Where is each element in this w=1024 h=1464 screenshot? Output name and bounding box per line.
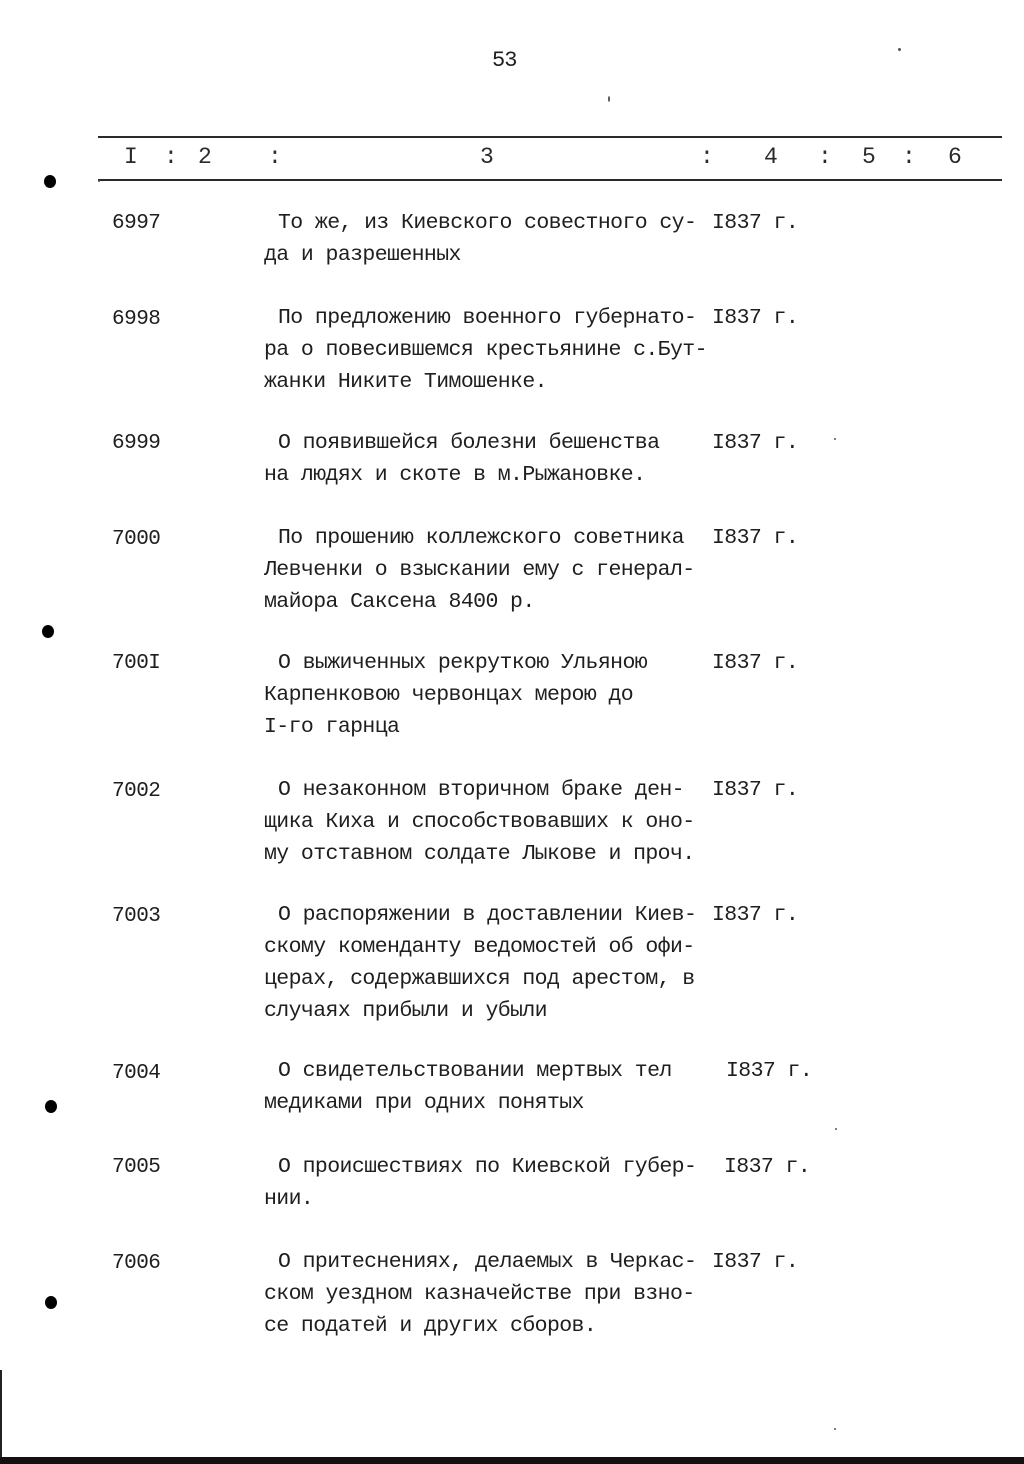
entry-description-line: да и разрешенных: [264, 243, 461, 267]
entry-number: 700I: [112, 652, 161, 675]
entry-description-line: ра о повесившемся крестьянине с.Бут-: [264, 338, 707, 362]
scan-speck: [835, 1128, 837, 1130]
entry-description-line: щика Киха и способствовавших к оно-: [264, 810, 695, 834]
entry-description-line: майора Саксена 8400 р.: [264, 590, 535, 614]
scan-speck: [898, 48, 901, 51]
header-bottom-rule: [98, 179, 1002, 181]
entry-date: I837 г.: [712, 778, 799, 802]
scan-speck: [834, 1428, 836, 1430]
scan-left-edge: [0, 1370, 2, 1464]
column-header-2: 2: [198, 144, 212, 170]
entry-date: I837 г.: [712, 306, 799, 330]
entry-description-line: О свидетельствовании мертвых тел: [278, 1059, 672, 1083]
entry-number: 7006: [112, 1252, 161, 1275]
entry-description-line: Карпенковою червонцах мерою до: [264, 683, 634, 707]
entry-description-line: се податей и других сборов.: [264, 1314, 597, 1338]
page-number: 53: [492, 48, 517, 73]
entry-description-line: Левченки о взыскании ему с генерал-: [264, 558, 695, 582]
entry-date: I837 г.: [712, 903, 799, 927]
entry-number: 7000: [112, 528, 161, 551]
entry-description-line: О появившейся болезни бешенства: [278, 431, 660, 455]
entry-description-line: скому коменданту ведомостей об офи-: [264, 935, 695, 959]
entry-number: 7003: [112, 905, 161, 928]
entry-description-line: ском уездном казначействе при взно-: [264, 1282, 695, 1306]
column-header-1: I: [124, 144, 138, 170]
punch-hole-icon: [42, 625, 54, 638]
entry-date: I837 г.: [712, 651, 799, 675]
column-separator: :: [268, 144, 282, 170]
entry-description-line: По прошению коллежского советника: [278, 526, 684, 550]
column-separator: :: [700, 144, 714, 170]
punch-hole-icon: [45, 1296, 57, 1309]
scan-bottom-edge: [0, 1457, 1024, 1464]
punch-hole-icon: [45, 1100, 57, 1113]
column-header-5: 5: [862, 144, 876, 170]
entry-description-line: случаях прибыли и убыли: [264, 999, 547, 1023]
entry-description-line: му отставном солдате Лыкове и проч.: [264, 842, 695, 866]
entry-number: 6997: [112, 212, 161, 235]
entry-number: 6998: [112, 308, 161, 331]
entry-description-line: О незаконном вторичном браке ден-: [278, 778, 684, 802]
entry-description-line: жанки Никите Тимошенке.: [264, 370, 547, 394]
entry-number: 7004: [112, 1062, 161, 1085]
entry-date: I837 г.: [712, 526, 799, 550]
entry-number: 6999: [112, 432, 161, 455]
column-header-4: 4: [764, 144, 778, 170]
entry-date: I837 г.: [724, 1155, 811, 1179]
entry-description-line: О притеснениях, делаемых в Черкас-: [278, 1250, 697, 1274]
column-separator: :: [818, 144, 832, 170]
entry-description-line: О происшествиях по Киевской губер-: [278, 1155, 697, 1179]
column-separator: :: [164, 144, 178, 170]
entry-number: 7005: [112, 1156, 161, 1179]
entry-date: I837 г.: [712, 431, 799, 455]
scan-speck: [98, 180, 100, 182]
entry-date: I837 г.: [712, 211, 799, 235]
entry-description-line: церах, содержавшихся под арестом, в: [264, 967, 695, 991]
scan-speck: [834, 438, 836, 440]
entry-description-line: О выжиченных рекруткою Ульяною: [278, 651, 648, 675]
entry-description-line: О распоряжении в доставлении Киев-: [278, 903, 697, 927]
column-separator: :: [902, 144, 916, 170]
entry-description-line: медиками при одних понятых: [264, 1091, 584, 1115]
scan-speck: [608, 96, 610, 102]
entry-number: 7002: [112, 780, 161, 803]
entry-date: I837 г.: [712, 1250, 799, 1274]
header-top-rule: [98, 136, 1002, 138]
entry-description-line: То же, из Киевского совестного су-: [278, 211, 697, 235]
column-header-6: 6: [948, 144, 962, 170]
column-header-3: 3: [480, 144, 494, 170]
entry-date: I837 г.: [726, 1059, 813, 1083]
punch-hole-icon: [44, 175, 56, 188]
entry-description-line: По предложению военного губернато-: [278, 306, 697, 330]
entry-description-line: на людях и скоте в м.Рыжановке.: [264, 463, 646, 487]
entry-description-line: I-го гарнца: [264, 715, 400, 739]
entry-description-line: нии.: [264, 1187, 314, 1211]
